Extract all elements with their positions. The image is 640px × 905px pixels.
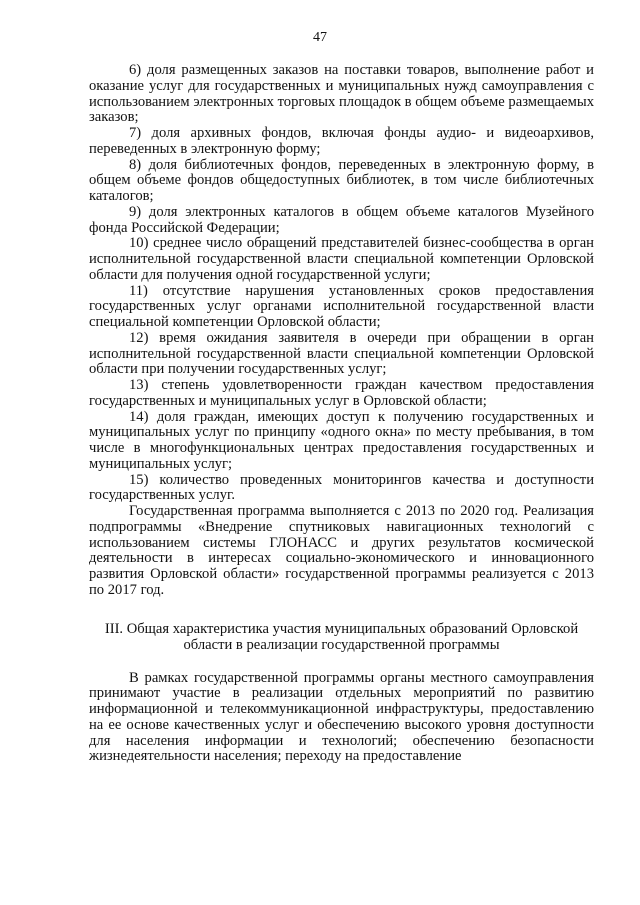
list-item-12: 12) время ожидания заявителя в очереди при обращении в орган исполнительной государственной власти специальной компетенции Орловской области при получении государственных услуг; (89, 329, 594, 378)
list-item-15: 15) количество проведенных мониторингов качества и доступности государственных услуг. (89, 471, 594, 504)
list-item-13: 13) степень удовлетворенности граждан качеством предоставления государственных и муниципальных услуг в Орловской области; (89, 377, 594, 409)
list-item-14: 14) доля граждан, имеющих доступ к получению государственных и муниципальных услуг по принципу «одного окна» по месту пребывания, в том числе в многофункциональных центрах предоставления государственных и муниципальных услуг; (89, 408, 594, 472)
document-body (89, 63, 594, 765)
list-item-11: 11) отсутствие нарушения установленных сроков предоставления государственных услуг органами исполнительной государственной власти специальной компетенции Орловской области; (89, 282, 594, 330)
section-heading-line-1: III. Общая характеристика участия муниципальных образований Орловской (104, 620, 579, 637)
section-heading (99, 621, 584, 653)
section-paragraph: В рамках государственной программы органы местного самоуправления принимают участие в реализации отдельных мероприятий по развитию информационной и телекоммуникационной инфраструктуры, предоставлению на ее основе качественных услуг и обеспечению высокого уровня доступности для населения информации и технологий; обеспечению безопасности жизнедеятельности населения; переходу на предоставление (89, 669, 594, 765)
section-heading-line-2: области в реализации государственной программы (183, 636, 500, 653)
list-item-9: 9) доля электронных каталогов в общем объеме каталогов Музейного фонда Российской Федерации; (89, 203, 594, 236)
list-item-6: 6) доля размещенных заказов на поставки товаров, выполнение работ и оказание услуг для государственных и муниципальных нужд самоуправления с использованием электронных торговых площадок в общем объеме размещаемых заказов; (89, 62, 594, 126)
list-item-8: 8) доля библиотечных фондов, переведенных в электронную форму, в общем объеме фондов общедоступных библиотек, в том числе библиотечных каталогов; (89, 156, 594, 204)
page-number: 47 (313, 30, 327, 45)
list-item-7: 7) доля архивных фондов, включая фонды аудио- и видеоархивов, переведенных в электронную форму; (89, 125, 594, 157)
program-paragraph: Государственная программа выполняется с 2013 по 2020 год. Реализация подпрограммы «Внедрение спутниковых навигационных технологий с использованием системы ГЛОНАСС и других результатов космической деятельности в интересах социально-экономического и инновационного развития Орловской области» государственной программы реализуется с 2013 по 2017 год. (89, 503, 594, 598)
list-item-10: 10) среднее число обращений представителей бизнес-сообщества в орган исполнительной государственной власти специальной компетенции Орловской области для получения одной государственной услуги; (89, 235, 594, 283)
